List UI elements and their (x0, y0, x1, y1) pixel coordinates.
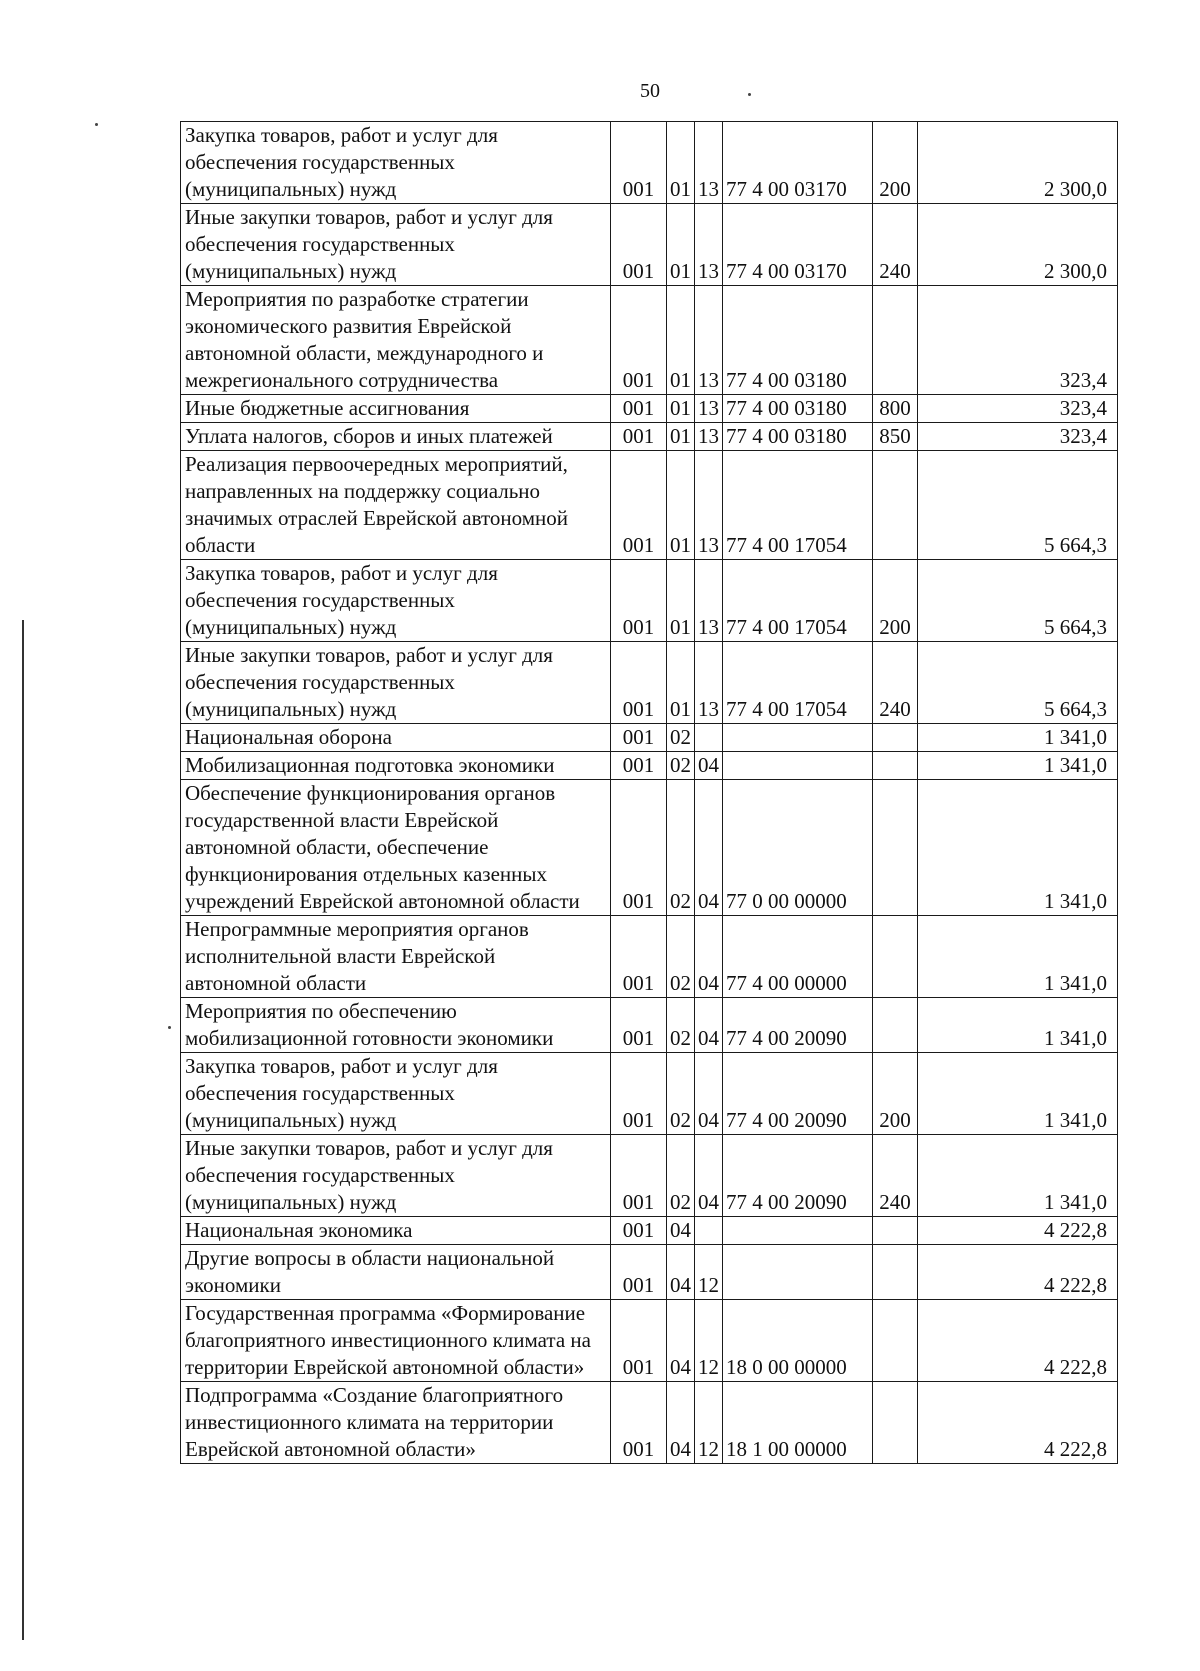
amount-cell: 4 222,8 (918, 1217, 1118, 1245)
target-article-cell: 77 4 00 03180 (723, 423, 873, 451)
expense-type-cell (873, 451, 918, 560)
expense-type-cell: 200 (873, 122, 918, 204)
section-code-cell: 04 (667, 1382, 695, 1464)
target-article-cell (723, 724, 873, 752)
amount-cell: 1 341,0 (918, 916, 1118, 998)
expense-type-cell (873, 724, 918, 752)
expense-type-cell: 850 (873, 423, 918, 451)
expense-type-cell (873, 286, 918, 395)
amount-cell: 1 341,0 (918, 998, 1118, 1053)
section-code-cell: 02 (667, 752, 695, 780)
ministry-code-cell: 001 (611, 122, 667, 204)
expense-type-cell: 800 (873, 395, 918, 423)
target-article-cell: 77 4 00 20090 (723, 1053, 873, 1135)
row-name-cell: Иные закупки товаров, работ и услуг для обеспечения государственных (муниципальных) нужд (181, 204, 611, 286)
ministry-code-cell: 001 (611, 395, 667, 423)
target-article-cell: 77 4 00 03170 (723, 122, 873, 204)
ministry-code-cell: 001 (611, 1135, 667, 1217)
section-code-cell: 01 (667, 395, 695, 423)
target-article-cell: 77 4 00 17054 (723, 451, 873, 560)
row-name-cell: Закупка товаров, работ и услуг для обеспечения государственных (муниципальных) нужд (181, 1053, 611, 1135)
subsection-code-cell (695, 1217, 723, 1245)
target-article-cell: 77 4 00 17054 (723, 560, 873, 642)
subsection-code-cell: 13 (695, 204, 723, 286)
subsection-code-cell: 12 (695, 1300, 723, 1382)
amount-cell: 4 222,8 (918, 1245, 1118, 1300)
amount-cell: 2 300,0 (918, 122, 1118, 204)
expense-type-cell (873, 1245, 918, 1300)
subsection-code-cell: 04 (695, 752, 723, 780)
subsection-code-cell: 04 (695, 1135, 723, 1217)
subsection-code-cell: 12 (695, 1245, 723, 1300)
budget-table (180, 121, 1118, 1464)
table-row (181, 423, 1118, 451)
table-row (181, 560, 1118, 642)
section-code-cell: 02 (667, 916, 695, 998)
row-name-cell: Мобилизационная подготовка экономики (181, 752, 611, 780)
table-row (181, 780, 1118, 916)
table-body (181, 122, 1118, 1464)
table-row (181, 642, 1118, 724)
row-name-cell: Реализация первоочередных мероприятий, направленных на поддержку социально значимых отраслей Еврейской автономной области (181, 451, 611, 560)
table-row (181, 1135, 1118, 1217)
table-row (181, 451, 1118, 560)
target-article-cell: 77 4 00 00000 (723, 916, 873, 998)
section-code-cell: 02 (667, 1135, 695, 1217)
target-article-cell (723, 752, 873, 780)
amount-cell: 5 664,3 (918, 451, 1118, 560)
section-code-cell: 01 (667, 286, 695, 395)
amount-cell: 4 222,8 (918, 1300, 1118, 1382)
amount-cell: 1 341,0 (918, 780, 1118, 916)
row-name-cell: Государственная программа «Формирование благоприятного инвестиционного климата на территории Еврейской автономной области» (181, 1300, 611, 1382)
section-code-cell: 02 (667, 724, 695, 752)
ministry-code-cell: 001 (611, 780, 667, 916)
table-row (181, 752, 1118, 780)
table-row (181, 286, 1118, 395)
subsection-code-cell: 04 (695, 916, 723, 998)
section-code-cell: 01 (667, 560, 695, 642)
expense-type-cell (873, 1217, 918, 1245)
ministry-code-cell: 001 (611, 204, 667, 286)
ministry-code-cell: 001 (611, 642, 667, 724)
subsection-code-cell: 12 (695, 1382, 723, 1464)
target-article-cell: 18 1 00 00000 (723, 1382, 873, 1464)
table-row (181, 1053, 1118, 1135)
amount-cell: 4 222,8 (918, 1382, 1118, 1464)
table-row (181, 1300, 1118, 1382)
target-article-cell: 77 4 00 03170 (723, 204, 873, 286)
subsection-code-cell (695, 724, 723, 752)
table-row (181, 122, 1118, 204)
ministry-code-cell: 001 (611, 724, 667, 752)
amount-cell: 323,4 (918, 395, 1118, 423)
subsection-code-cell: 04 (695, 1053, 723, 1135)
table-row (181, 916, 1118, 998)
table-row (181, 1217, 1118, 1245)
subsection-code-cell: 13 (695, 395, 723, 423)
table-row (181, 1382, 1118, 1464)
subsection-code-cell: 04 (695, 998, 723, 1053)
target-article-cell: 77 4 00 17054 (723, 642, 873, 724)
subsection-code-cell: 04 (695, 780, 723, 916)
scan-margin-line (22, 620, 24, 1640)
row-name-cell: Уплата налогов, сборов и иных платежей (181, 423, 611, 451)
section-code-cell: 01 (667, 122, 695, 204)
expense-type-cell (873, 752, 918, 780)
subsection-code-cell: 13 (695, 560, 723, 642)
target-article-cell: 77 4 00 03180 (723, 286, 873, 395)
row-name-cell: Закупка товаров, работ и услуг для обеспечения государственных (муниципальных) нужд (181, 560, 611, 642)
ministry-code-cell: 001 (611, 451, 667, 560)
ministry-code-cell: 001 (611, 1053, 667, 1135)
section-code-cell: 04 (667, 1217, 695, 1245)
row-name-cell: Национальная экономика (181, 1217, 611, 1245)
section-code-cell: 01 (667, 451, 695, 560)
section-code-cell: 01 (667, 204, 695, 286)
ministry-code-cell: 001 (611, 998, 667, 1053)
section-code-cell: 02 (667, 998, 695, 1053)
ministry-code-cell: 001 (611, 1300, 667, 1382)
target-article-cell: 77 4 00 03180 (723, 395, 873, 423)
ministry-code-cell: 001 (611, 752, 667, 780)
section-code-cell: 02 (667, 780, 695, 916)
row-name-cell: Непрограммные мероприятия органов исполнительной власти Еврейской автономной области (181, 916, 611, 998)
scan-speck (748, 93, 751, 96)
amount-cell: 1 341,0 (918, 752, 1118, 780)
table-row (181, 724, 1118, 752)
ministry-code-cell: 001 (611, 916, 667, 998)
row-name-cell: Мероприятия по обеспечению мобилизационной готовности экономики (181, 998, 611, 1053)
amount-cell: 1 341,0 (918, 1053, 1118, 1135)
subsection-code-cell: 13 (695, 642, 723, 724)
subsection-code-cell: 13 (695, 122, 723, 204)
expense-type-cell: 200 (873, 1053, 918, 1135)
scan-speck (168, 1026, 171, 1029)
ministry-code-cell: 001 (611, 1217, 667, 1245)
expense-type-cell (873, 780, 918, 916)
subsection-code-cell: 13 (695, 286, 723, 395)
expense-type-cell (873, 1382, 918, 1464)
row-name-cell: Иные закупки товаров, работ и услуг для обеспечения государственных (муниципальных) нужд (181, 642, 611, 724)
target-article-cell: 77 4 00 20090 (723, 1135, 873, 1217)
table-row (181, 1245, 1118, 1300)
row-name-cell: Национальная оборона (181, 724, 611, 752)
section-code-cell: 01 (667, 642, 695, 724)
expense-type-cell (873, 916, 918, 998)
table-row (181, 998, 1118, 1053)
amount-cell: 323,4 (918, 286, 1118, 395)
ministry-code-cell: 001 (611, 560, 667, 642)
subsection-code-cell: 13 (695, 423, 723, 451)
table-row (181, 204, 1118, 286)
expense-type-cell: 200 (873, 560, 918, 642)
row-name-cell: Иные бюджетные ассигнования (181, 395, 611, 423)
amount-cell: 1 341,0 (918, 724, 1118, 752)
scan-speck (95, 123, 98, 126)
row-name-cell: Подпрограмма «Создание благоприятного инвестиционного климата на территории Еврейской автономной области» (181, 1382, 611, 1464)
row-name-cell: Иные закупки товаров, работ и услуг для обеспечения государственных (муниципальных) нужд (181, 1135, 611, 1217)
target-article-cell: 77 0 00 00000 (723, 780, 873, 916)
amount-cell: 1 341,0 (918, 1135, 1118, 1217)
ministry-code-cell: 001 (611, 423, 667, 451)
amount-cell: 5 664,3 (918, 560, 1118, 642)
target-article-cell (723, 1217, 873, 1245)
expense-type-cell: 240 (873, 642, 918, 724)
subsection-code-cell: 13 (695, 451, 723, 560)
row-name-cell: Обеспечение функционирования органов государственной власти Еврейской автономной области, обеспечение функционирования отдельных казенных учреждений Еврейской автономной области (181, 780, 611, 916)
section-code-cell: 04 (667, 1300, 695, 1382)
page-number: 50 (640, 80, 660, 102)
expense-type-cell: 240 (873, 1135, 918, 1217)
row-name-cell: Мероприятия по разработке стратегии экономического развития Еврейской автономной области, международного и межрегионального сотрудничества (181, 286, 611, 395)
expense-type-cell (873, 1300, 918, 1382)
row-name-cell: Другие вопросы в области национальной экономики (181, 1245, 611, 1300)
amount-cell: 2 300,0 (918, 204, 1118, 286)
ministry-code-cell: 001 (611, 286, 667, 395)
target-article-cell: 18 0 00 00000 (723, 1300, 873, 1382)
expense-type-cell (873, 998, 918, 1053)
amount-cell: 5 664,3 (918, 642, 1118, 724)
amount-cell: 323,4 (918, 423, 1118, 451)
target-article-cell: 77 4 00 20090 (723, 998, 873, 1053)
target-article-cell (723, 1245, 873, 1300)
ministry-code-cell: 001 (611, 1245, 667, 1300)
section-code-cell: 04 (667, 1245, 695, 1300)
row-name-cell: Закупка товаров, работ и услуг для обеспечения государственных (муниципальных) нужд (181, 122, 611, 204)
section-code-cell: 02 (667, 1053, 695, 1135)
ministry-code-cell: 001 (611, 1382, 667, 1464)
section-code-cell: 01 (667, 423, 695, 451)
expense-type-cell: 240 (873, 204, 918, 286)
table-row (181, 395, 1118, 423)
